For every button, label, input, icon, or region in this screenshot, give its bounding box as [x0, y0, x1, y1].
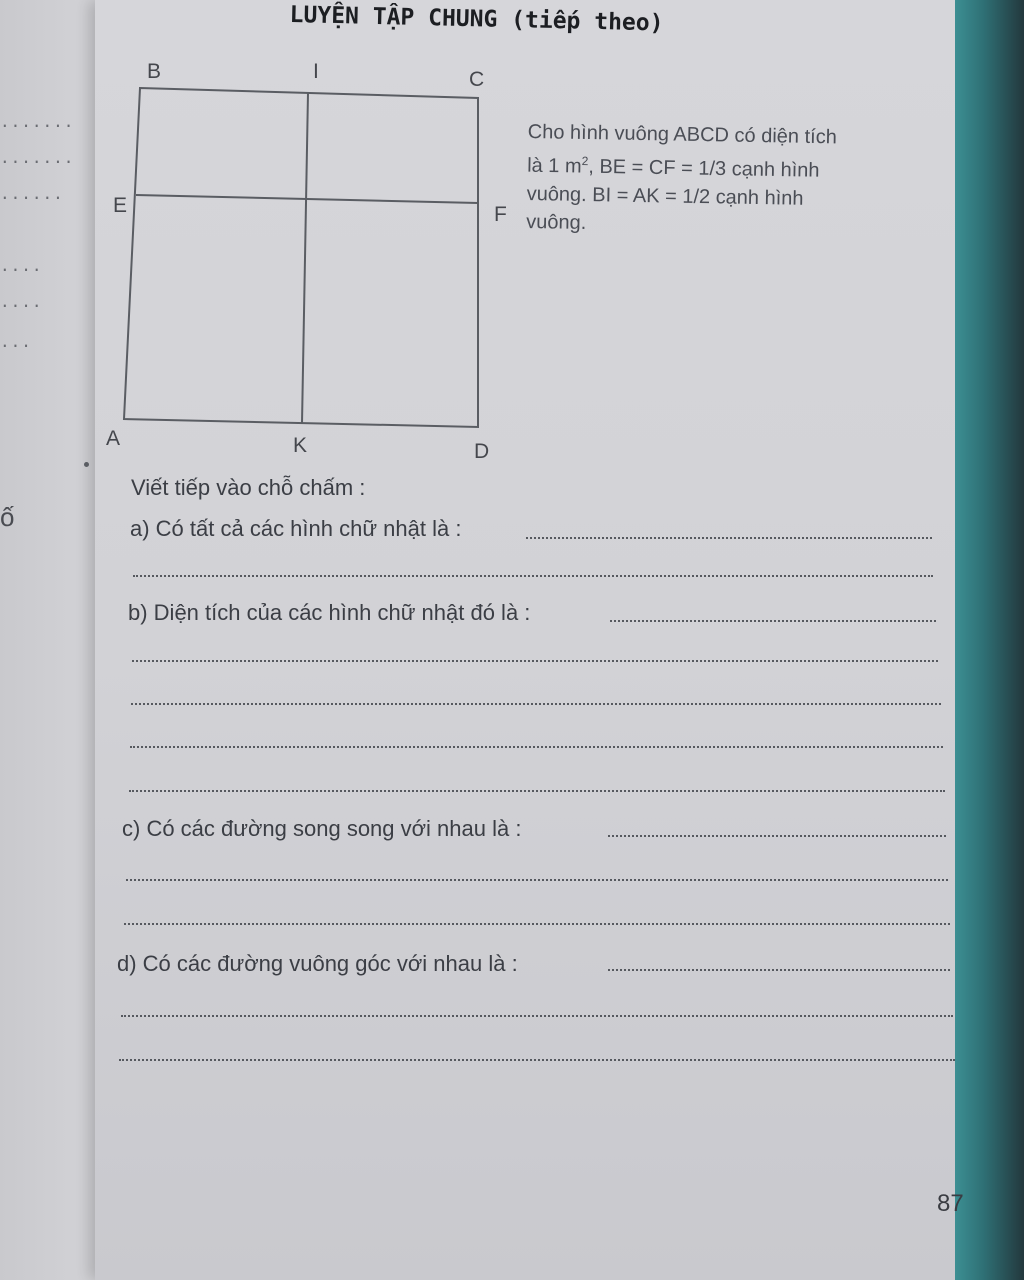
question-b: b) Diện tích của các hình chữ nhật đó là : — [128, 600, 531, 625]
square-abcd-figure — [100, 50, 520, 470]
point-k-label: K — [293, 434, 308, 457]
point-d-label: D — [474, 440, 490, 463]
previous-page-edge — [0, 0, 110, 1280]
left-page-dotted-line: ....... — [0, 148, 75, 167]
description-line: là 1 $m^2$, BE = CF = 1/3 cạnh hình — [526, 153, 820, 182]
question-d: d) Có các đường vuông góc với nhau là : — [117, 951, 518, 976]
answer-line-b5[interactable] — [129, 790, 945, 792]
question-a: a) Có tất cả các hình chữ nhật là : — [130, 516, 462, 541]
left-page-letter: ố — [0, 502, 15, 532]
left-page-dotted-line: ...... — [0, 184, 64, 203]
left-page-dotted-line: ....... — [0, 112, 75, 131]
answer-line-d2[interactable] — [121, 1015, 953, 1017]
page-title: LUYỆN TẬP CHUNG (tiếp theo) — [289, 2, 664, 37]
description-line: Cho hình vuông ABCD có diện tích — [527, 120, 837, 149]
answer-line-c1[interactable] — [608, 835, 946, 837]
line-ik — [302, 93, 308, 423]
answer-line-d1[interactable] — [608, 969, 950, 971]
point-i-label: I — [313, 60, 319, 83]
left-page-dotted-line: ... — [0, 332, 32, 351]
point-c-label: C — [469, 68, 485, 91]
answer-line-b4[interactable] — [130, 746, 943, 748]
answer-line-b1[interactable] — [610, 620, 936, 622]
description-line: vuông. BI = AK = 1/2 cạnh hình — [526, 182, 804, 210]
answer-line-c2[interactable] — [126, 879, 948, 881]
margin-dot — [84, 462, 89, 467]
description-line: vuông. — [525, 210, 587, 234]
answer-line-a2[interactable] — [133, 575, 933, 577]
question-c: c) Có các đường song song với nhau là : — [122, 816, 522, 841]
answer-line-b3[interactable] — [131, 703, 941, 705]
book-cover-edge — [955, 0, 1024, 1280]
problem-description — [526, 118, 910, 242]
left-page-dotted-line: .... — [0, 292, 43, 311]
point-f-label: F — [494, 203, 507, 226]
point-a-label: A — [106, 427, 121, 450]
exercise-instruction: Viết tiếp vào chỗ chấm : — [131, 475, 366, 500]
point-e-label: E — [113, 194, 128, 217]
answer-line-d3[interactable] — [119, 1059, 955, 1061]
answer-line-a1[interactable] — [526, 537, 932, 539]
page-number: 87 — [937, 1190, 964, 1217]
answer-line-b2[interactable] — [132, 660, 938, 662]
square-outline — [124, 88, 478, 427]
point-b-label: B — [147, 60, 162, 83]
answer-line-c3[interactable] — [124, 923, 950, 925]
left-page-dotted-line: .... — [0, 256, 43, 275]
